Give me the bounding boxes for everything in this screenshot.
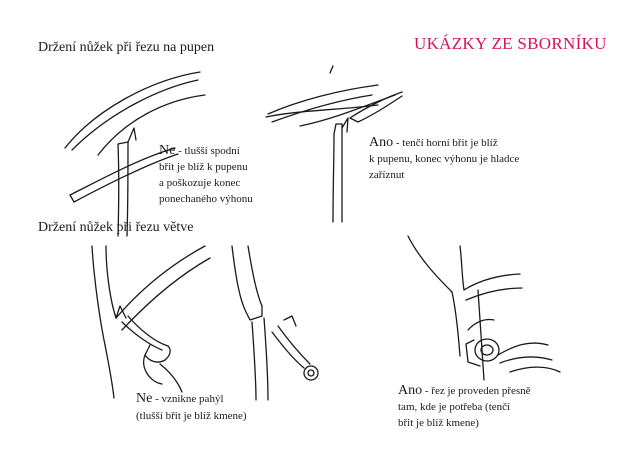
section1-left-caption: Ne - tlušší spodní břit je blíž k pupenu a poškozuje konec ponechaného výhonu	[159, 143, 253, 205]
banner-title: UKÁZKY ZE SBORNÍKU	[414, 34, 607, 53]
shears-on-bud-correct-drawing	[266, 66, 402, 222]
verdict-label: Ano	[398, 383, 423, 398]
verdict-label: Ne	[136, 391, 153, 406]
shears-on-branch-wrong-drawing	[92, 246, 210, 398]
verdict-label: Ne	[159, 143, 176, 158]
section1-right-caption: Ano - tenčí horní břit je blíž k pupenu, konec výhonu je hladce zaříznut	[369, 135, 520, 181]
verdict-label: Ano	[369, 135, 394, 150]
section2-right-caption: Ano - řez je proveden přesně tam, kde je potřeba (tenčí břit je blíž kmene)	[398, 383, 531, 429]
shears-on-branch-correct-drawing	[408, 236, 560, 380]
branch-stub-drawing	[232, 246, 318, 400]
section1-heading: Držení nůžek při řezu na pupen	[38, 40, 215, 55]
section2-left-caption: Ne - vznikne pahýl (tlušší břit je blíž kmene)	[136, 391, 247, 422]
section2-heading: Držení nůžek při řezu větve	[38, 220, 194, 235]
shears-on-bud-wrong-drawing	[65, 72, 205, 236]
